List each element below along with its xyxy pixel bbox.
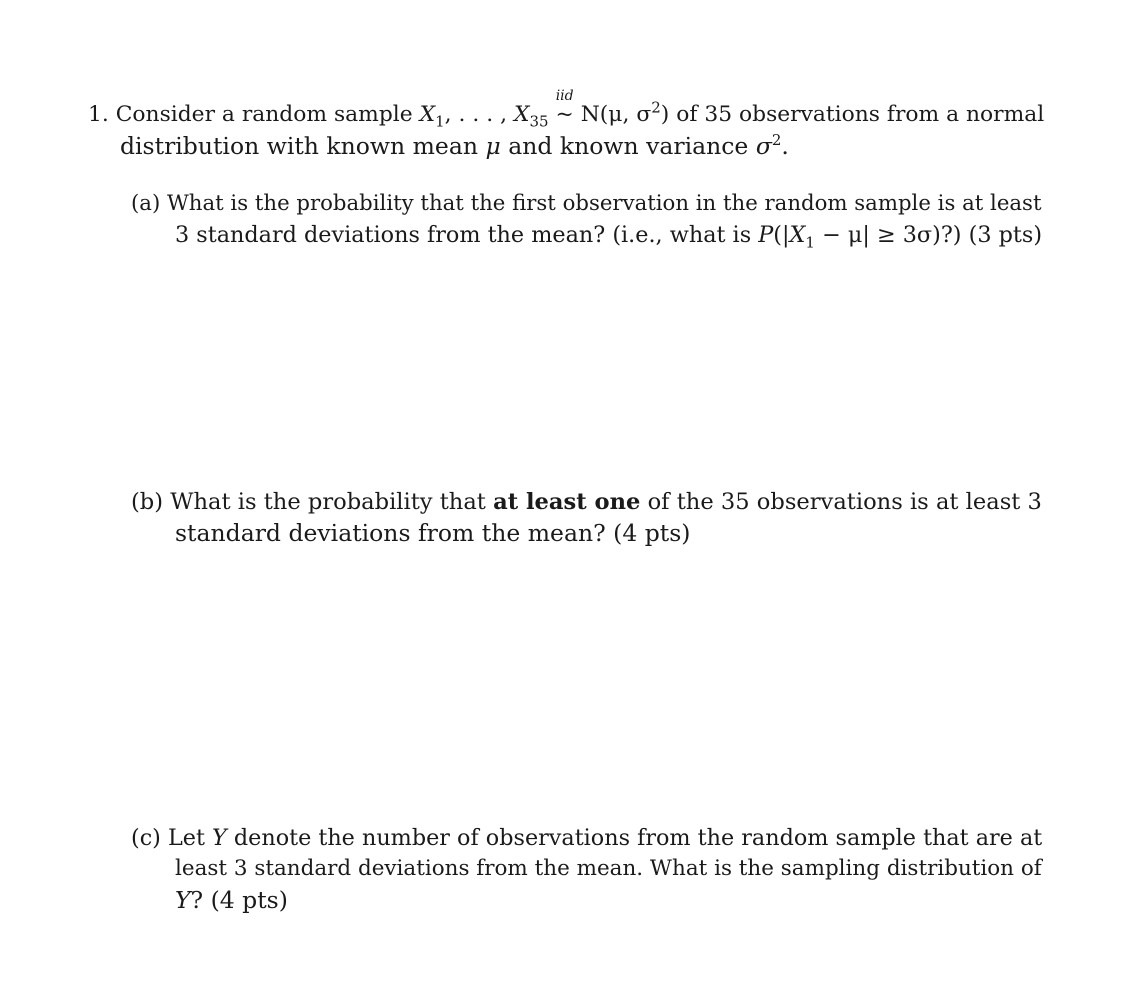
part-a-line-1: (a) What is the probability that the first observation in the random sample is at least bbox=[131, 191, 1042, 216]
part-a-line-2: 3 standard deviations from the mean? (i.e., what is $P(|X_1 - \mu|$ ≥ 3σ)?) (3 pts) bbox=[175, 222, 1043, 252]
part-a-label: (a) bbox=[131, 191, 161, 216]
iid-symbol: iid ~ bbox=[555, 88, 574, 127]
part-c-line-3: Y? (4 pts) bbox=[175, 886, 288, 914]
part-b-line-2: standard deviations from the mean? (4 pts) bbox=[175, 519, 691, 547]
question-1-line-2: distribution with known mean μ and known variance $\sigma^2$. bbox=[120, 131, 789, 160]
part-b-line-1: (b) What is the probability that at least one of the 35 observations is at least 3 bbox=[131, 489, 1042, 515]
part-c-line-1: (c) Let Y denote the number of observations from the random sample that are at bbox=[131, 825, 1043, 851]
part-c-label: (c) bbox=[131, 825, 161, 851]
part-c-line-2: least 3 standard deviations from the mean. What is the sampling distribution of bbox=[175, 856, 1042, 881]
question-number: 1. bbox=[88, 102, 109, 127]
part-b-label: (b) bbox=[131, 489, 164, 515]
question-1-line-1: 1. Consider a random sample $X_1$, . . . , $X_{35}$ iid ~ N(μ, $\sigma^2$) of 35 observations from a normal bbox=[88, 88, 1045, 131]
